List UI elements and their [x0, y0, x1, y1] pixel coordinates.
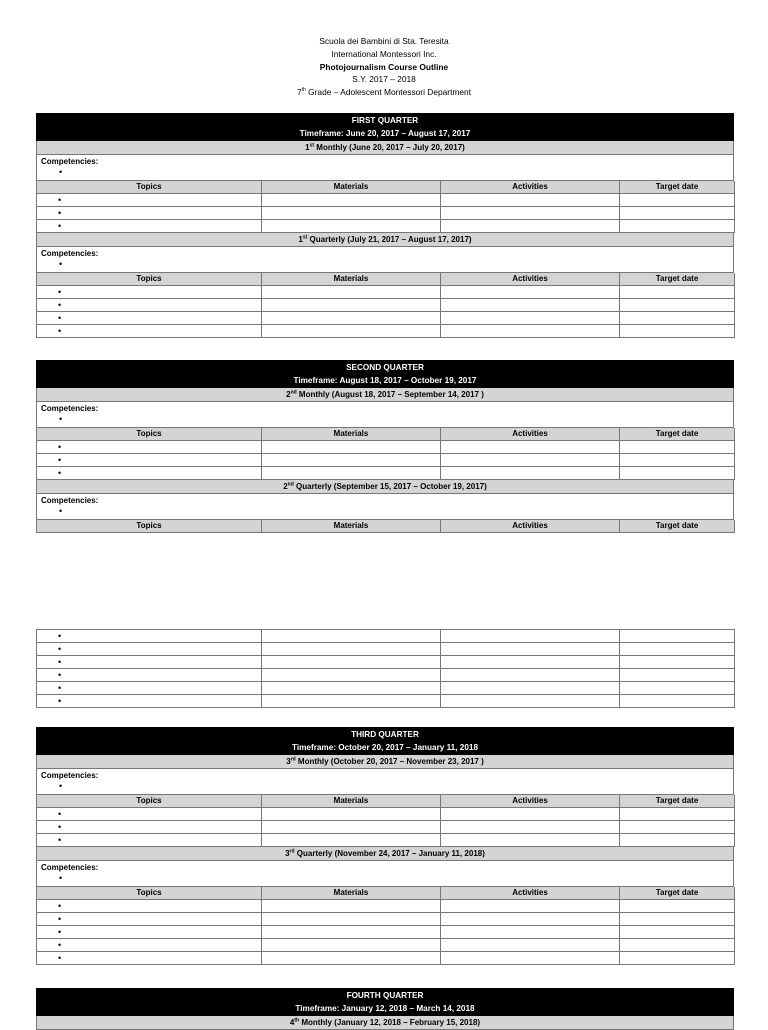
competencies-box: Competencies: •	[36, 402, 734, 428]
grade-line: 7th Grade – Adolescent Montessori Department	[296, 87, 472, 98]
competencies-box: Competencies: •	[36, 769, 734, 795]
course-title: Photojournalism Course Outline	[319, 61, 449, 72]
competencies-box: Competencies: •	[36, 247, 734, 273]
school-year: S.Y. 2017 – 2018	[352, 74, 416, 85]
table-cell	[441, 952, 620, 965]
topic-bullet-cell: •	[37, 808, 262, 821]
topic-bullet-cell: •	[37, 900, 262, 913]
quarter-title: FOURTH QUARTER Timeframe: January 12, 2018 – March 14, 2018	[36, 988, 734, 1016]
column-header: Activities	[441, 520, 620, 533]
table-cell	[441, 834, 620, 847]
competencies-box: Competencies: •	[36, 494, 734, 520]
topic-bullet-cell: •	[37, 325, 262, 338]
table-cell	[620, 325, 735, 338]
organization-name: International Montessori Inc.	[331, 48, 437, 59]
second-quarter-block	[36, 360, 734, 533]
table-cell	[262, 682, 441, 695]
table-row	[37, 939, 735, 952]
topic-bullet-cell: •	[37, 695, 262, 708]
table-cell	[262, 441, 441, 454]
table-cell	[262, 299, 441, 312]
quarter-title: FIRST QUARTER Timeframe: June 20, 2017 – August 17, 2017	[36, 113, 734, 141]
topic-bullet-cell: •	[37, 194, 262, 207]
column-header: Topics	[37, 273, 262, 286]
topic-bullet-cell: •	[37, 299, 262, 312]
table-cell	[262, 939, 441, 952]
table-cell	[441, 682, 620, 695]
column-header: Target date	[620, 520, 735, 533]
column-header: Target date	[620, 181, 735, 194]
column-header: Materials	[262, 273, 441, 286]
header-row	[37, 795, 735, 808]
table-cell	[620, 913, 735, 926]
table-row	[37, 467, 735, 480]
table-cell	[441, 913, 620, 926]
column-header: Target date	[620, 887, 735, 900]
table-cell	[262, 325, 441, 338]
table-cell	[620, 454, 735, 467]
topics-table	[36, 273, 735, 338]
table-cell	[441, 325, 620, 338]
monthly-heading: 2nd Monthly (August 18, 2017 – September 14, 2017 )	[36, 388, 734, 402]
table-cell	[262, 834, 441, 847]
column-header: Materials	[262, 428, 441, 441]
table-row	[37, 325, 735, 338]
topics-table	[36, 795, 735, 847]
column-header: Target date	[620, 273, 735, 286]
header-row	[37, 887, 735, 900]
table-cell	[262, 207, 441, 220]
topic-bullet-cell: •	[37, 643, 262, 656]
topic-bullet-cell: •	[37, 669, 262, 682]
table-cell	[441, 821, 620, 834]
table-cell	[620, 220, 735, 233]
table-cell	[441, 441, 620, 454]
topic-bullet-cell: •	[37, 207, 262, 220]
table-cell	[262, 643, 441, 656]
column-header: Materials	[262, 520, 441, 533]
table-row	[37, 682, 735, 695]
table-row	[37, 194, 735, 207]
table-cell	[262, 220, 441, 233]
topic-bullet-cell: •	[37, 682, 262, 695]
table-cell	[620, 299, 735, 312]
table-cell	[620, 207, 735, 220]
table-row	[37, 695, 735, 708]
table-row	[37, 286, 735, 299]
monthly-heading: 3rd Monthly (October 20, 2017 – November 23, 2017 )	[36, 755, 734, 769]
school-name: Scuola dei Bambini di Sta. Teresita	[319, 36, 449, 46]
column-header: Activities	[441, 428, 620, 441]
table-cell	[620, 926, 735, 939]
table-cell	[620, 682, 735, 695]
table-cell	[262, 900, 441, 913]
topic-bullet-cell: •	[37, 656, 262, 669]
quarter-title: SECOND QUARTER Timeframe: August 18, 2017 – October 19, 2017	[36, 360, 734, 388]
table-cell	[620, 695, 735, 708]
table-cell	[262, 467, 441, 480]
third-quarter-block	[36, 727, 734, 965]
table-row	[37, 900, 735, 913]
header-row	[37, 428, 735, 441]
topic-bullet-cell: •	[37, 467, 262, 480]
column-header: Topics	[37, 428, 262, 441]
topic-bullet-cell: •	[37, 834, 262, 847]
table-cell	[262, 808, 441, 821]
table-cell	[262, 952, 441, 965]
topic-bullet-cell: •	[37, 220, 262, 233]
table-cell	[441, 207, 620, 220]
table-cell	[441, 299, 620, 312]
quarterly-heading: 2nd Quarterly (September 15, 2017 – October 19, 2017)	[36, 480, 734, 494]
table-cell	[262, 194, 441, 207]
table-row	[37, 630, 735, 643]
table-row	[37, 808, 735, 821]
column-header: Topics	[37, 887, 262, 900]
topic-bullet-cell: •	[37, 913, 262, 926]
table-cell	[620, 669, 735, 682]
column-header: Activities	[441, 181, 620, 194]
table-cell	[262, 695, 441, 708]
topics-table	[36, 181, 735, 233]
table-cell	[620, 656, 735, 669]
table-cell	[620, 467, 735, 480]
table-row	[37, 913, 735, 926]
table-cell	[620, 808, 735, 821]
topics-table-continued	[36, 629, 735, 708]
table-cell	[262, 926, 441, 939]
header-row	[37, 181, 735, 194]
topic-bullet-cell: •	[37, 821, 262, 834]
topic-bullet-cell: •	[37, 286, 262, 299]
column-header: Materials	[262, 887, 441, 900]
table-cell	[441, 695, 620, 708]
table-row	[37, 441, 735, 454]
table-cell	[441, 454, 620, 467]
table-row	[37, 834, 735, 847]
table-row	[37, 669, 735, 682]
table-row	[37, 952, 735, 965]
table-cell	[441, 630, 620, 643]
table-cell	[620, 900, 735, 913]
table-cell	[262, 669, 441, 682]
quarterly-heading: 1st Quarterly (July 21, 2017 – August 17, 2017)	[36, 233, 734, 247]
topics-table	[36, 520, 735, 533]
topic-bullet-cell: •	[37, 454, 262, 467]
column-header: Materials	[262, 795, 441, 808]
table-cell	[441, 194, 620, 207]
topic-bullet-cell: •	[37, 630, 262, 643]
table-cell	[441, 643, 620, 656]
table-cell	[441, 467, 620, 480]
topic-bullet-cell: •	[37, 441, 262, 454]
column-header: Target date	[620, 428, 735, 441]
table-cell	[262, 454, 441, 467]
quarterly-heading: 3rd Quarterly (November 24, 2017 – January 11, 2018)	[36, 847, 734, 861]
monthly-heading: 1st Monthly (June 20, 2017 – July 20, 2017)	[36, 141, 734, 155]
table-row	[37, 312, 735, 325]
competencies-box: Competencies: •	[36, 155, 734, 181]
column-header: Topics	[37, 795, 262, 808]
first-quarter-block	[36, 113, 734, 338]
table-cell	[262, 286, 441, 299]
table-cell	[620, 286, 735, 299]
topic-bullet-cell: •	[37, 939, 262, 952]
column-header: Topics	[37, 520, 262, 533]
table-cell	[620, 952, 735, 965]
table-cell	[262, 312, 441, 325]
topics-table	[36, 887, 735, 965]
table-cell	[262, 630, 441, 643]
table-row	[37, 220, 735, 233]
column-header: Target date	[620, 795, 735, 808]
header-row	[37, 273, 735, 286]
table-cell	[441, 669, 620, 682]
table-cell	[620, 643, 735, 656]
quarter-title: THIRD QUARTER Timeframe: October 20, 2017 – January 11, 2018	[36, 727, 734, 755]
table-cell	[441, 220, 620, 233]
topic-bullet-cell: •	[37, 312, 262, 325]
table-cell	[262, 913, 441, 926]
table-row	[37, 454, 735, 467]
monthly-heading: 4th Monthly (January 12, 2018 – February 15, 2018)	[36, 1016, 734, 1030]
table-cell	[620, 312, 735, 325]
table-cell	[441, 900, 620, 913]
table-cell	[620, 834, 735, 847]
table-row	[37, 299, 735, 312]
table-cell	[620, 194, 735, 207]
table-cell	[441, 926, 620, 939]
table-cell	[620, 441, 735, 454]
table-row	[37, 926, 735, 939]
continued-rows-block	[36, 629, 734, 708]
table-row	[37, 821, 735, 834]
column-header: Topics	[37, 181, 262, 194]
header-row	[37, 520, 735, 533]
topic-bullet-cell: •	[37, 952, 262, 965]
table-cell	[441, 312, 620, 325]
table-row	[37, 207, 735, 220]
table-cell	[441, 656, 620, 669]
table-cell	[620, 630, 735, 643]
topics-table	[36, 428, 735, 480]
table-cell	[262, 656, 441, 669]
table-row	[37, 656, 735, 669]
table-cell	[262, 821, 441, 834]
table-cell	[620, 939, 735, 952]
table-cell	[441, 286, 620, 299]
table-cell	[441, 939, 620, 952]
table-row	[37, 643, 735, 656]
table-cell	[441, 808, 620, 821]
topic-bullet-cell: •	[37, 926, 262, 939]
document-header	[0, 35, 768, 99]
competencies-box: Competencies: •	[36, 861, 734, 887]
table-cell	[620, 821, 735, 834]
column-header: Activities	[441, 795, 620, 808]
column-header: Activities	[441, 273, 620, 286]
column-header: Activities	[441, 887, 620, 900]
column-header: Materials	[262, 181, 441, 194]
